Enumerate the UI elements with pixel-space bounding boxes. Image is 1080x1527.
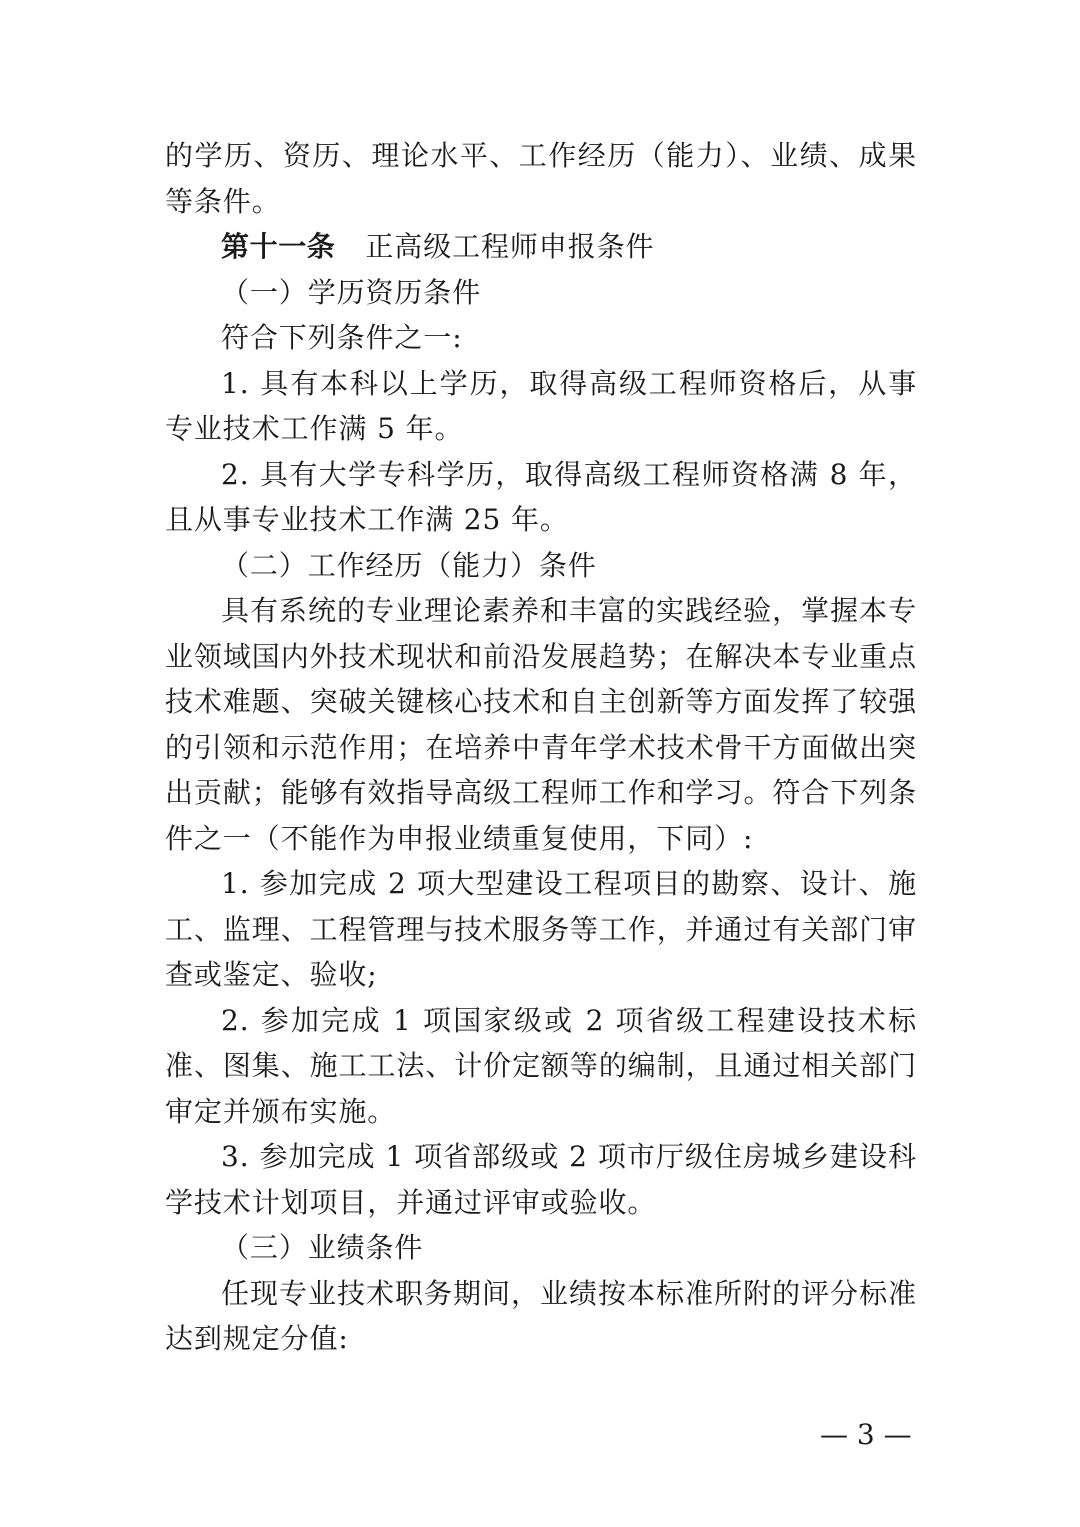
section-heading-achievement: （三）业绩条件 xyxy=(221,1231,424,1264)
list-item-2: 2. 具有大学专科学历，取得高级工程师资格满 8 年，且从事专业技术工作满 25 年。 xyxy=(165,457,917,536)
article-heading xyxy=(165,224,917,270)
list-item-experience-3: 3. 参加完成 1 项省部级或 2 项市厅级住房城乡建设科学技术计划项目，并通过评审或验收。 xyxy=(165,1140,917,1219)
document-body xyxy=(165,133,917,1362)
paragraph-experience: 具有系统的专业理论素养和丰富的实践经验，掌握本专业领域国内外技术现状和前沿发展趋势；在解决本专业重点技术难题、突破关键核心技术和自主创新等方面发挥了较强的引领和示范作用；在培养中青年学术技术骨干方面做出突出贡献；能够有效指导高级工程师工作和学习。符合下列条件之一（不能作为申报业绩重复使用，下同）: xyxy=(165,594,917,855)
paragraph-continuation: 的学历、资历、理论水平、工作经历（能力）、业绩、成果等条件。 xyxy=(165,139,917,218)
list-item-experience-2: 2. 参加完成 1 项国家级或 2 项省级工程建设技术标准、图集、施工工法、计价定额等的编制，且通过相关部门审定并颁布实施。 xyxy=(165,1003,917,1128)
section-heading-education: （一）学历资历条件 xyxy=(221,275,482,309)
paragraph-conditions-intro: 符合下列条件之一: xyxy=(221,321,463,354)
section-heading-experience: （二）工作经历（能力）条件 xyxy=(221,548,597,582)
paragraph-achievement: 任现专业技术职务期间，业绩按本标准所附的评分标准达到规定分值: xyxy=(165,1276,917,1355)
article-title: 正高级工程师申报条件 xyxy=(365,230,655,263)
list-item-experience-1: 1. 参加完成 2 项大型建设工程项目的勘察、设计、施工、监理、工程管理与技术服务等工作，并通过有关部门审查或鉴定、验收; xyxy=(165,867,917,991)
article-number: 第十一条 xyxy=(221,230,336,263)
list-item-1: 1. 具有本科以上学历，取得高级工程师资格后，从事专业技术工作满 5 年。 xyxy=(165,366,917,445)
page-number: — 3 — xyxy=(820,1418,912,1451)
